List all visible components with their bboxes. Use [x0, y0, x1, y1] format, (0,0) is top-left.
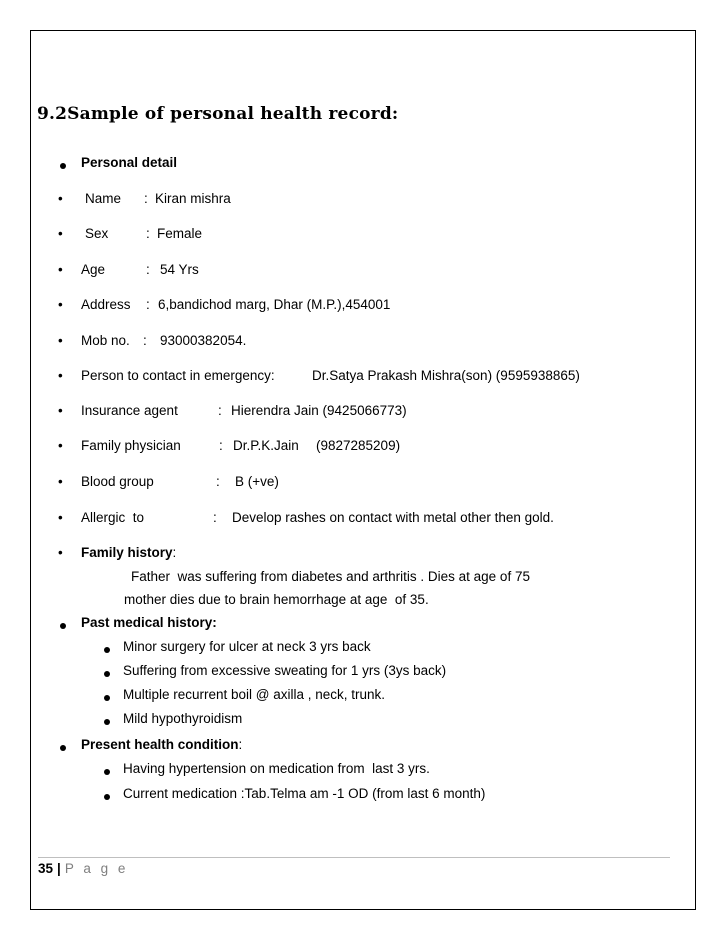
sex-value: Female: [157, 226, 203, 241]
page-label: P a g e: [64, 861, 129, 876]
bullet-icon: •: [58, 403, 63, 418]
past-medical-item: Multiple recurrent boil @ axilla , neck, trunk.: [123, 687, 386, 702]
address-value: 6,bandichod marg, Dhar (M.P.),454001: [158, 297, 391, 312]
blood-separator: :: [216, 474, 220, 489]
blood-label: Blood group: [81, 474, 154, 489]
allergic-value: Develop rashes on contact with metal other then gold.: [232, 510, 554, 525]
present-health-item: Having hypertension on medication from last 3 yrs.: [123, 761, 430, 776]
present-health-colon: :: [238, 737, 243, 752]
mob-value: 93000382054.: [160, 333, 247, 348]
name-separator: :: [144, 191, 148, 206]
past-medical-item: Suffering from excessive sweating for 1 yrs (3ys back): [123, 663, 447, 678]
mob-separator: :: [143, 333, 147, 348]
bullet-dot-icon: [60, 617, 66, 633]
bullet-dot-icon: [104, 665, 110, 681]
page-footer: [38, 861, 128, 877]
bullet-icon: •: [58, 510, 63, 525]
family-history-line-1: Father was suffering from diabetes and arthritis . Dies at age of 75: [131, 569, 530, 584]
name-label: Name: [85, 191, 122, 206]
age-value: 54 Yrs: [160, 262, 199, 277]
bullet-icon: •: [58, 297, 63, 312]
physician-value: Dr.P.K.Jain: [233, 438, 299, 453]
address-separator: :: [146, 297, 150, 312]
bullet-icon: •: [58, 333, 63, 348]
bullet-dot-icon: [60, 157, 66, 173]
bullet-icon: •: [58, 474, 63, 489]
blood-value: B (+ve): [235, 474, 279, 489]
name-value: Kiran mishra: [155, 191, 231, 206]
bullet-dot-icon: [104, 641, 110, 657]
page-number: 35: [38, 861, 54, 876]
present-health-label: Present health condition: [81, 737, 239, 752]
physician-phone: (9827285209): [316, 438, 401, 453]
bullet-icon: •: [58, 438, 63, 453]
sex-label: Sex: [85, 226, 109, 241]
present-health-item: Current medication :Tab.Telma am -1 OD (from last 6 month): [123, 786, 486, 801]
bullet-dot-icon: [60, 739, 66, 755]
bullet-icon: •: [58, 545, 63, 560]
allergic-label: Allergic to: [81, 510, 145, 525]
insurance-label: Insurance agent: [81, 403, 178, 418]
family-history-line-2: mother dies due to brain hemorrhage at age of 35.: [124, 592, 429, 607]
age-label: Age: [81, 262, 106, 277]
bullet-dot-icon: [104, 689, 110, 705]
emergency-label: Person to contact in emergency:: [81, 368, 275, 383]
sex-separator: :: [146, 226, 150, 241]
family-history-label: Family history: [81, 545, 173, 560]
address-label: Address: [81, 297, 131, 312]
mob-label: Mob no.: [81, 333, 130, 348]
personal-detail-label: Personal detail: [81, 155, 178, 170]
bullet-dot-icon: [104, 763, 110, 779]
family-history-heading: [81, 545, 176, 561]
bullet-icon: •: [58, 368, 63, 383]
bullet-dot-icon: [104, 713, 110, 729]
section-heading: 9.2Sample of personal health record:: [37, 104, 399, 124]
bullet-icon: •: [58, 191, 63, 206]
past-medical-item: Mild hypothyroidism: [123, 711, 243, 726]
emergency-value: Dr.Satya Prakash Mishra(son) (9595938865): [312, 368, 580, 383]
past-medical-item: Minor surgery for ulcer at neck 3 yrs back: [123, 639, 371, 654]
physician-separator: :: [219, 438, 223, 453]
present-health-heading: [81, 737, 242, 753]
bullet-icon: •: [58, 226, 63, 241]
footer-separator: |: [57, 861, 61, 876]
allergic-separator: :: [213, 510, 217, 525]
age-separator: :: [146, 262, 150, 277]
footer-divider: [38, 857, 670, 858]
family-history-colon: :: [172, 545, 177, 560]
physician-label: Family physician: [81, 438, 181, 453]
insurance-value: Hierendra Jain (9425066773): [231, 403, 407, 418]
bullet-icon: •: [58, 262, 63, 277]
bullet-dot-icon: [104, 788, 110, 804]
past-medical-heading: Past medical history:: [81, 615, 217, 630]
insurance-separator: :: [218, 403, 222, 418]
